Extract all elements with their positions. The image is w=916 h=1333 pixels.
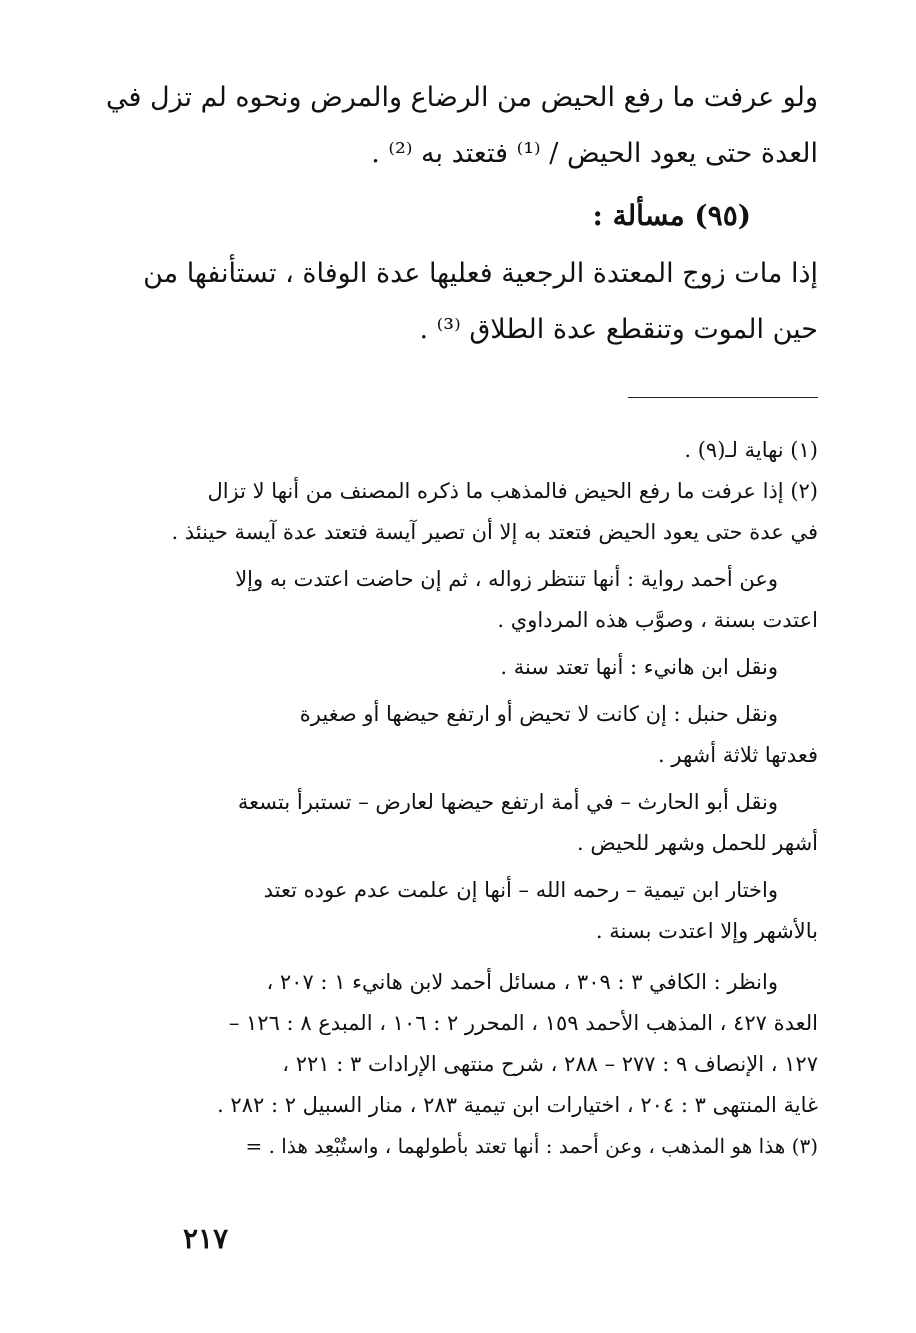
footnote-ibn-taymiyya-line: واختار ابن تيمية – رحمه الله – أنها إن علمت عدم عوده تعتد xyxy=(263,878,778,902)
footnote-2-line: (٢) إذا عرفت ما رفع الحيض فالمذهب ما ذكره المصنف من أنها لا تزال xyxy=(207,479,818,503)
footnote-3: (٣) هذا هو المذهب ، وعن أحمد : أنها تعتد بأطولهما ، واستُبْعِد هذا . = xyxy=(245,1134,818,1158)
main-paragraph-1 xyxy=(106,70,818,182)
issue-heading: (٩٥) مسألة : xyxy=(592,199,751,232)
footnote-references-line: وانظر : الكافي ٣ : ٣٠٩ ، مسائل أحمد لابن هانيء ١ : ٢٠٧ ، xyxy=(266,970,778,994)
footnote-ibn-taymiyya-line: بالأشهر وإلا اعتدت بسنة . xyxy=(595,919,818,943)
footnote-references-line: العدة ٤٢٧ ، المذهب الأحمد ١٥٩ ، المحرر ٢ : ١٠٦ ، المبدع ٨ : ١٢٦ – xyxy=(228,1011,818,1035)
footnote-hanbal-line: فعدتها ثلاثة أشهر . xyxy=(658,743,818,767)
footnote-references-line: ١٢٧ ، الإنصاف ٩ : ٢٧٧ – ٢٨٨ ، شرح منتهى الإرادات ٣ : ٢٢١ ، xyxy=(282,1052,818,1076)
footnote-1: (١) نهاية لـ(٩) . xyxy=(684,438,818,462)
footnote-ahmad-line: وعن أحمد رواية : أنها تنتظر زواله ، ثم إن حاضت اعتدت به وإلا xyxy=(235,567,778,591)
footnote-hanbal-line: ونقل حنبل : إن كانت لا تحيض أو ارتفع حيضها أو صغيرة xyxy=(299,702,778,726)
footnote-ibn-hani: ونقل ابن هانيء : أنها تعتد سنة . xyxy=(500,655,778,679)
footnote-separator xyxy=(628,397,818,398)
footnote-abu-harith-line: ونقل أبو الحارث – في أمة ارتفع حيضها لعارض – تستبرأ بتسعة xyxy=(237,790,778,814)
main-text-line: ولو عرفت ما رفع الحيض من الرضاع والمرض ونحوه لم تزل في xyxy=(106,82,818,113)
main-text-line: حين الموت وتنقطع عدة الطلاق ⁽³⁾ . xyxy=(419,314,818,345)
footnote-ahmad-line: اعتدت بسنة ، وصوَّب هذه المرداوي . xyxy=(497,608,818,632)
footnote-references-line: غاية المنتهى ٣ : ٢٠٤ ، اختيارات ابن تيمية ٢٨٣ ، منار السبيل ٢ : ٢٨٢ . xyxy=(217,1093,818,1117)
page-number: ٢١٧ xyxy=(183,1222,229,1255)
footnotes xyxy=(138,430,818,1167)
main-text-line: إذا مات زوج المعتدة الرجعية فعليها عدة الوفاة ، تستأنفها من xyxy=(143,258,818,289)
main-paragraph-2 xyxy=(138,246,818,358)
footnote-2-line: في عدة حتى يعود الحيض فتعتد به إلا أن تصير آيسة فتعتد عدة آيسة حينئذ . xyxy=(171,520,818,544)
footnote-abu-harith-line: أشهر للحمل وشهر للحيض . xyxy=(577,831,818,855)
main-text-line: العدة حتى يعود الحيض / ⁽¹⁾ فتعتد به ⁽²⁾ . xyxy=(371,138,818,169)
